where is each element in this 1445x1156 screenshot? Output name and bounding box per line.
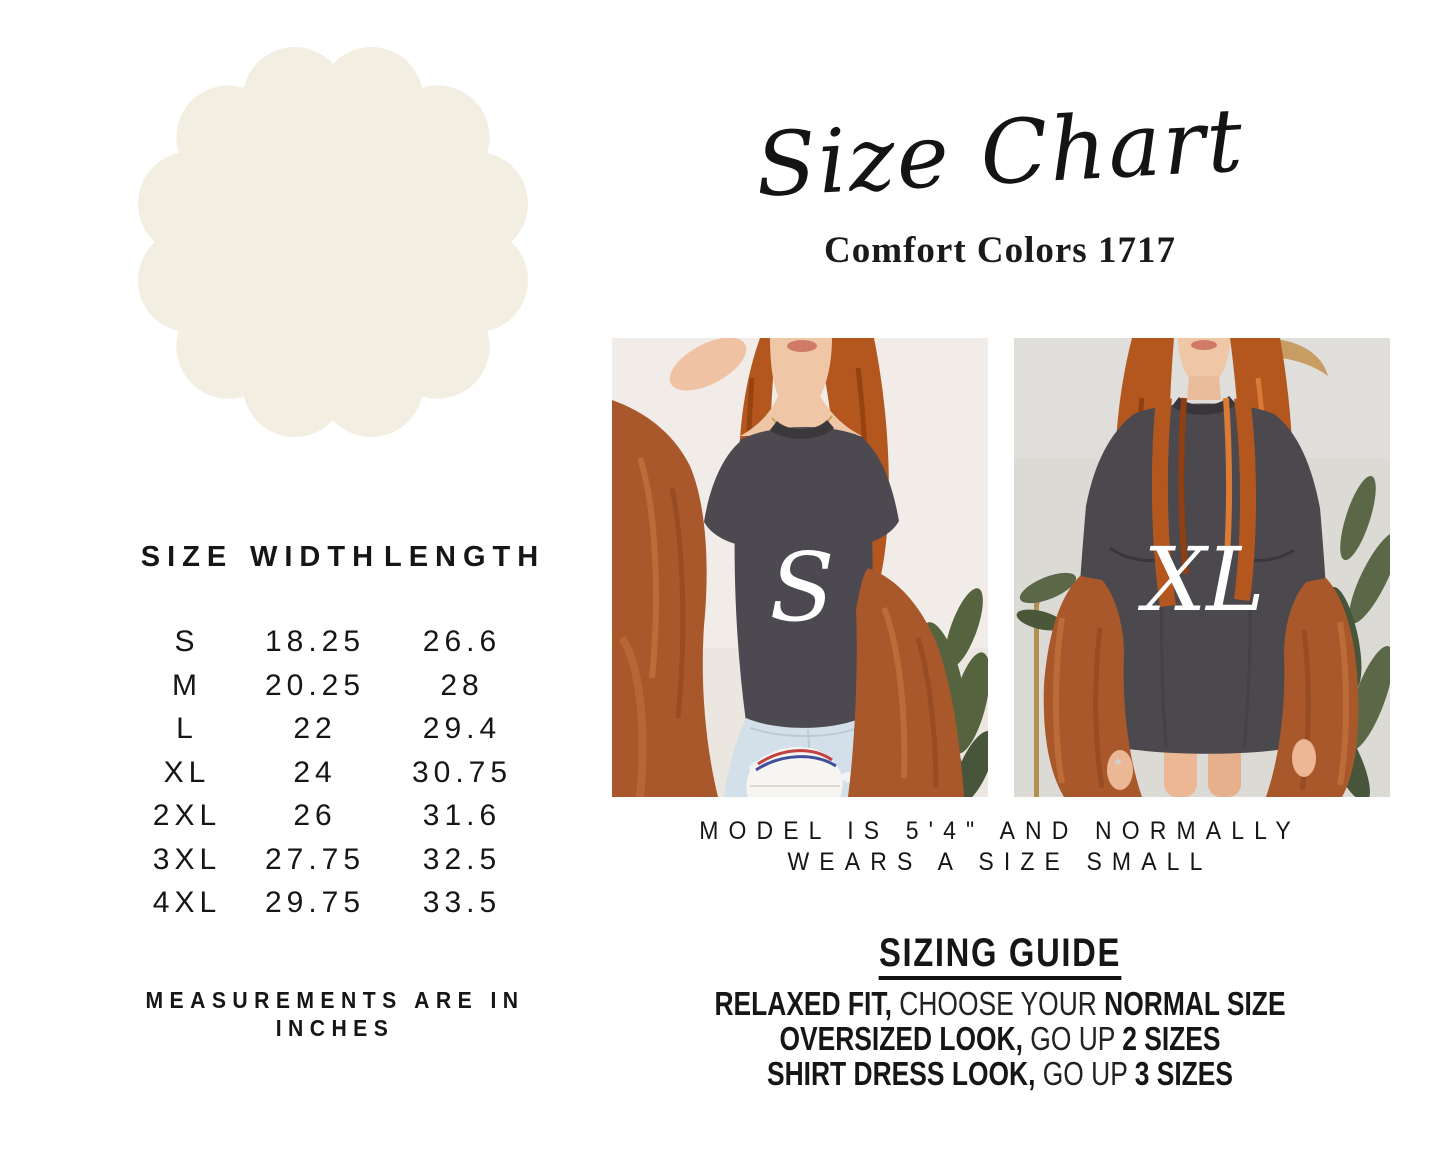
table-row xyxy=(128,707,540,751)
guide-bold: NORMAL SIZE xyxy=(1104,985,1286,1022)
size-table xyxy=(128,540,546,925)
sizing-guide-heading-text: SIZING GUIDE xyxy=(879,931,1121,980)
shirt-size-label-xl: XL xyxy=(1143,528,1265,631)
sizing-guide-heading xyxy=(672,930,1328,976)
size-table-header xyxy=(128,540,546,574)
cell-size: XL xyxy=(163,755,211,789)
guide-regular: CHOOSE YOUR xyxy=(891,985,1105,1022)
table-row xyxy=(128,664,540,708)
cell-size: S xyxy=(174,625,200,658)
cell-size: L xyxy=(176,712,198,745)
guide-bold: OVERSIZED LOOK, xyxy=(779,1020,1023,1057)
guide-bold: SHIRT DRESS LOOK, xyxy=(766,1055,1036,1092)
cell-length: 31.6 xyxy=(422,799,502,832)
guide-regular: GO UP xyxy=(1022,1020,1123,1057)
model-photo-size-xl xyxy=(1014,338,1390,797)
cell-size: M xyxy=(172,668,202,702)
guide-bold: RELAXED FIT, xyxy=(714,985,892,1022)
guide-bold: 2 SIZES xyxy=(1122,1020,1221,1057)
guide-line-relaxed xyxy=(680,986,1320,1021)
header-length: LENGTH xyxy=(384,541,546,573)
table-row xyxy=(128,838,540,882)
header-block xyxy=(600,0,1400,272)
cell-length: 29.4 xyxy=(422,712,502,745)
cell-width: 26 xyxy=(293,799,337,832)
table-row xyxy=(128,620,540,664)
header-width: WIDTH xyxy=(249,541,381,573)
cell-length: 32.5 xyxy=(422,842,502,876)
guide-bold: 3 SIZES xyxy=(1134,1055,1233,1092)
table-row xyxy=(128,751,540,795)
guide-regular: GO UP xyxy=(1035,1055,1135,1092)
cell-width: 29.75 xyxy=(264,886,366,919)
model-caption-line1: MODEL IS 5'4" AND NORMALLY xyxy=(699,817,1301,845)
scallop-shape xyxy=(133,42,533,442)
cell-length: 28 xyxy=(440,668,484,702)
measurements-note: MEASUREMENTS ARE IN INCHES xyxy=(145,987,525,1041)
table-row xyxy=(128,794,540,838)
page-subtitle: Comfort Colors 1717 xyxy=(824,230,1176,271)
model-caption-line2: WEARS A SIZE SMALL xyxy=(787,848,1213,876)
model-photo-size-s xyxy=(612,338,988,797)
sizing-guide-lines xyxy=(600,986,1400,1091)
cell-length: 26.6 xyxy=(422,625,502,658)
model-caption xyxy=(632,816,1368,878)
cell-length: 33.5 xyxy=(422,886,502,919)
cell-width: 24 xyxy=(293,755,337,789)
cell-length: 30.75 xyxy=(411,755,513,789)
header-size: SIZE xyxy=(140,541,234,573)
table-row xyxy=(128,881,540,925)
shirt-size-label-s: S xyxy=(769,533,835,643)
cell-size: 4XL xyxy=(152,886,222,919)
cell-width: 18.25 xyxy=(264,625,366,658)
guide-line-shirtdress xyxy=(680,1056,1320,1091)
page-title: Size Chart xyxy=(753,88,1247,217)
cell-size: 2XL xyxy=(152,799,222,832)
cell-width: 22 xyxy=(293,712,337,745)
cell-width: 20.25 xyxy=(264,668,366,702)
cell-size: 3XL xyxy=(152,842,222,876)
cell-width: 27.75 xyxy=(264,842,366,876)
model-photos xyxy=(612,338,1390,797)
guide-line-oversized xyxy=(680,1021,1320,1056)
